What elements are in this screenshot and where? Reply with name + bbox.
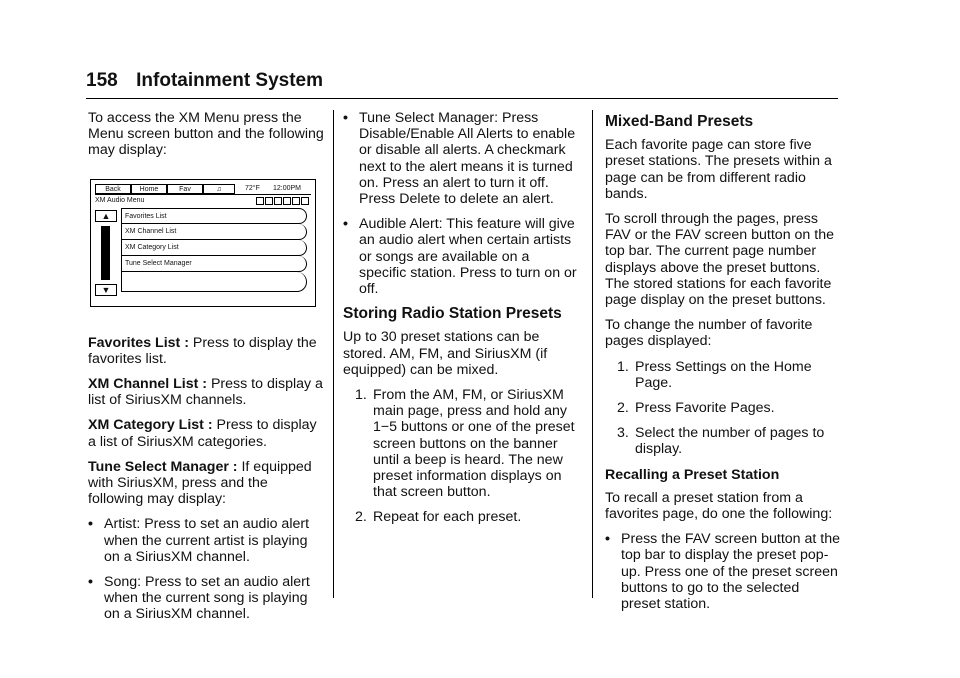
section-heading: Mixed-Band Presets	[605, 113, 754, 130]
bullet-icon: •	[605, 531, 610, 548]
bullet-item	[343, 110, 579, 207]
bullet-text: Press the FAV screen button at the top bar to display the preset pop-up. Press one of the preset screen buttons to go to the selected preset station.	[621, 531, 840, 613]
paragraph: To recall a preset station from a favorites page, do one the following:	[605, 489, 833, 523]
step-number: 2.	[617, 400, 629, 417]
scroll-up-icon: ▲	[95, 210, 117, 222]
paragraph: To change the number of favorite pages displayed:	[605, 317, 813, 350]
paragraph: Each favorite page can store five preset stations. The presets within a page can be from different radio bands.	[605, 137, 832, 202]
screen-menu-item-empty	[121, 272, 307, 292]
step-number: 1.	[617, 358, 629, 375]
numbered-step	[617, 400, 841, 416]
screen-fav-button: Fav	[167, 184, 203, 194]
screen-time: 12:00PM	[273, 184, 302, 192]
xm-menu-screen-illustration	[90, 179, 316, 307]
subsection-heading: Recalling a Preset Station	[605, 466, 780, 483]
bullet-item	[605, 531, 841, 612]
step-text: Repeat for each preset.	[373, 509, 522, 526]
column-2	[343, 110, 579, 535]
status-icon	[274, 197, 282, 205]
step-text: From the AM, FM, or SiriusXM main page, press and hold any 1−5 buttons or one of the preset screen buttons on the banner until a beep is heard. The new preset information displays on that screen button.	[373, 387, 575, 501]
step-text: Press Favorite Pages.	[635, 400, 775, 417]
scroll-track	[101, 226, 110, 280]
bullet-item	[343, 216, 579, 297]
numbered-step	[617, 425, 841, 457]
screen-menu-item: XM Category List	[121, 240, 307, 256]
definition	[88, 459, 324, 508]
screen-menu-item: Tune Select Manager	[121, 256, 307, 272]
intro-paragraph: To access the XM Menu press the Menu screen button and the following may display:	[88, 110, 324, 159]
bullet-text: Artist: Press to set an audio alert when the current artist is playing on a SiriusXM channel.	[104, 516, 310, 565]
status-icon	[265, 197, 273, 205]
definition-text: If equipped with SiriusXM, press and the following may display:	[88, 458, 312, 508]
status-icon	[256, 197, 264, 205]
numbered-step	[355, 387, 579, 500]
bullet-item	[88, 516, 324, 565]
section-heading: Storing Radio Station Presets	[343, 305, 562, 323]
status-icon	[301, 197, 309, 205]
bullet-icon: •	[88, 574, 93, 591]
column-1	[88, 110, 324, 632]
screen-menu-title: XM Audio Menu	[95, 196, 145, 204]
bullet-icon: •	[343, 216, 348, 233]
screen-back-button: Back	[95, 184, 131, 194]
definition-term: XM Category List :	[88, 417, 213, 434]
bullet-text: Tune Select Manager: Press Disable/Enable All Alerts to enable or disable all alerts. A checkmark next to the alert means it is turned on. Press an alert to turn it off. Press Delete to delete an alert.	[359, 110, 576, 208]
status-icon	[292, 197, 300, 205]
step-text: Select the number of pages to display.	[635, 425, 825, 458]
column-divider	[333, 110, 334, 598]
screen-menu-item: Favorites List	[121, 208, 307, 224]
screen-menu-list	[121, 208, 307, 292]
screen-temperature: 72°F	[245, 184, 260, 192]
bullet-text: Audible Alert: This feature will give an audio alert when certain artists or songs are available on a specific station. Press to turn on or off.	[359, 216, 577, 298]
definition-term: Tune Select Manager :	[88, 458, 238, 475]
screen-status-icons	[256, 197, 309, 205]
bullet-icon: •	[88, 516, 93, 533]
paragraph: Up to 30 preset stations can be stored. AM, FM, and SiriusXM (if equipped) can be mixed.	[343, 329, 548, 378]
screen-menu-item: XM Channel List	[121, 224, 307, 240]
column-3	[605, 110, 841, 621]
column-divider	[592, 110, 593, 598]
numbered-step	[355, 509, 579, 525]
scroll-down-icon: ▼	[95, 284, 117, 296]
paragraph: To scroll through the pages, press FAV or the FAV screen button on the top bar. The current page number displays above the preset buttons. The stored stations for each favorite page display on the preset buttons.	[605, 211, 834, 309]
bullet-icon: •	[343, 110, 348, 126]
screen-top-bar	[95, 184, 311, 195]
step-number: 2.	[355, 509, 367, 526]
numbered-step	[617, 359, 841, 391]
definition	[88, 417, 324, 449]
definition-text: Press to display a list of SiriusXM channels.	[88, 376, 323, 409]
screen-home-button: Home	[131, 184, 167, 194]
bullet-text: Song: Press to set an audio alert when the current song is playing on a SiriusXM channel.	[104, 574, 310, 623]
step-number: 3.	[617, 425, 629, 442]
screen-scrollbar	[95, 210, 117, 298]
bullet-item	[88, 574, 324, 623]
definition-text: Press to display the favorites list.	[88, 334, 317, 367]
definition	[88, 335, 324, 367]
page-header	[86, 70, 838, 99]
page-title: Infotainment System	[136, 70, 324, 91]
status-icon	[283, 197, 291, 205]
page-number: 158	[86, 70, 118, 91]
definition	[88, 376, 324, 408]
screen-audio-icon: ♫	[203, 184, 235, 194]
step-text: Press Settings on the Home Page.	[635, 358, 812, 391]
definition-text: Press to display a list of SiriusXM categories.	[88, 417, 317, 450]
definition-term: XM Channel List :	[88, 376, 208, 393]
step-number: 1.	[355, 387, 367, 404]
definition-term: Favorites List :	[88, 334, 189, 351]
